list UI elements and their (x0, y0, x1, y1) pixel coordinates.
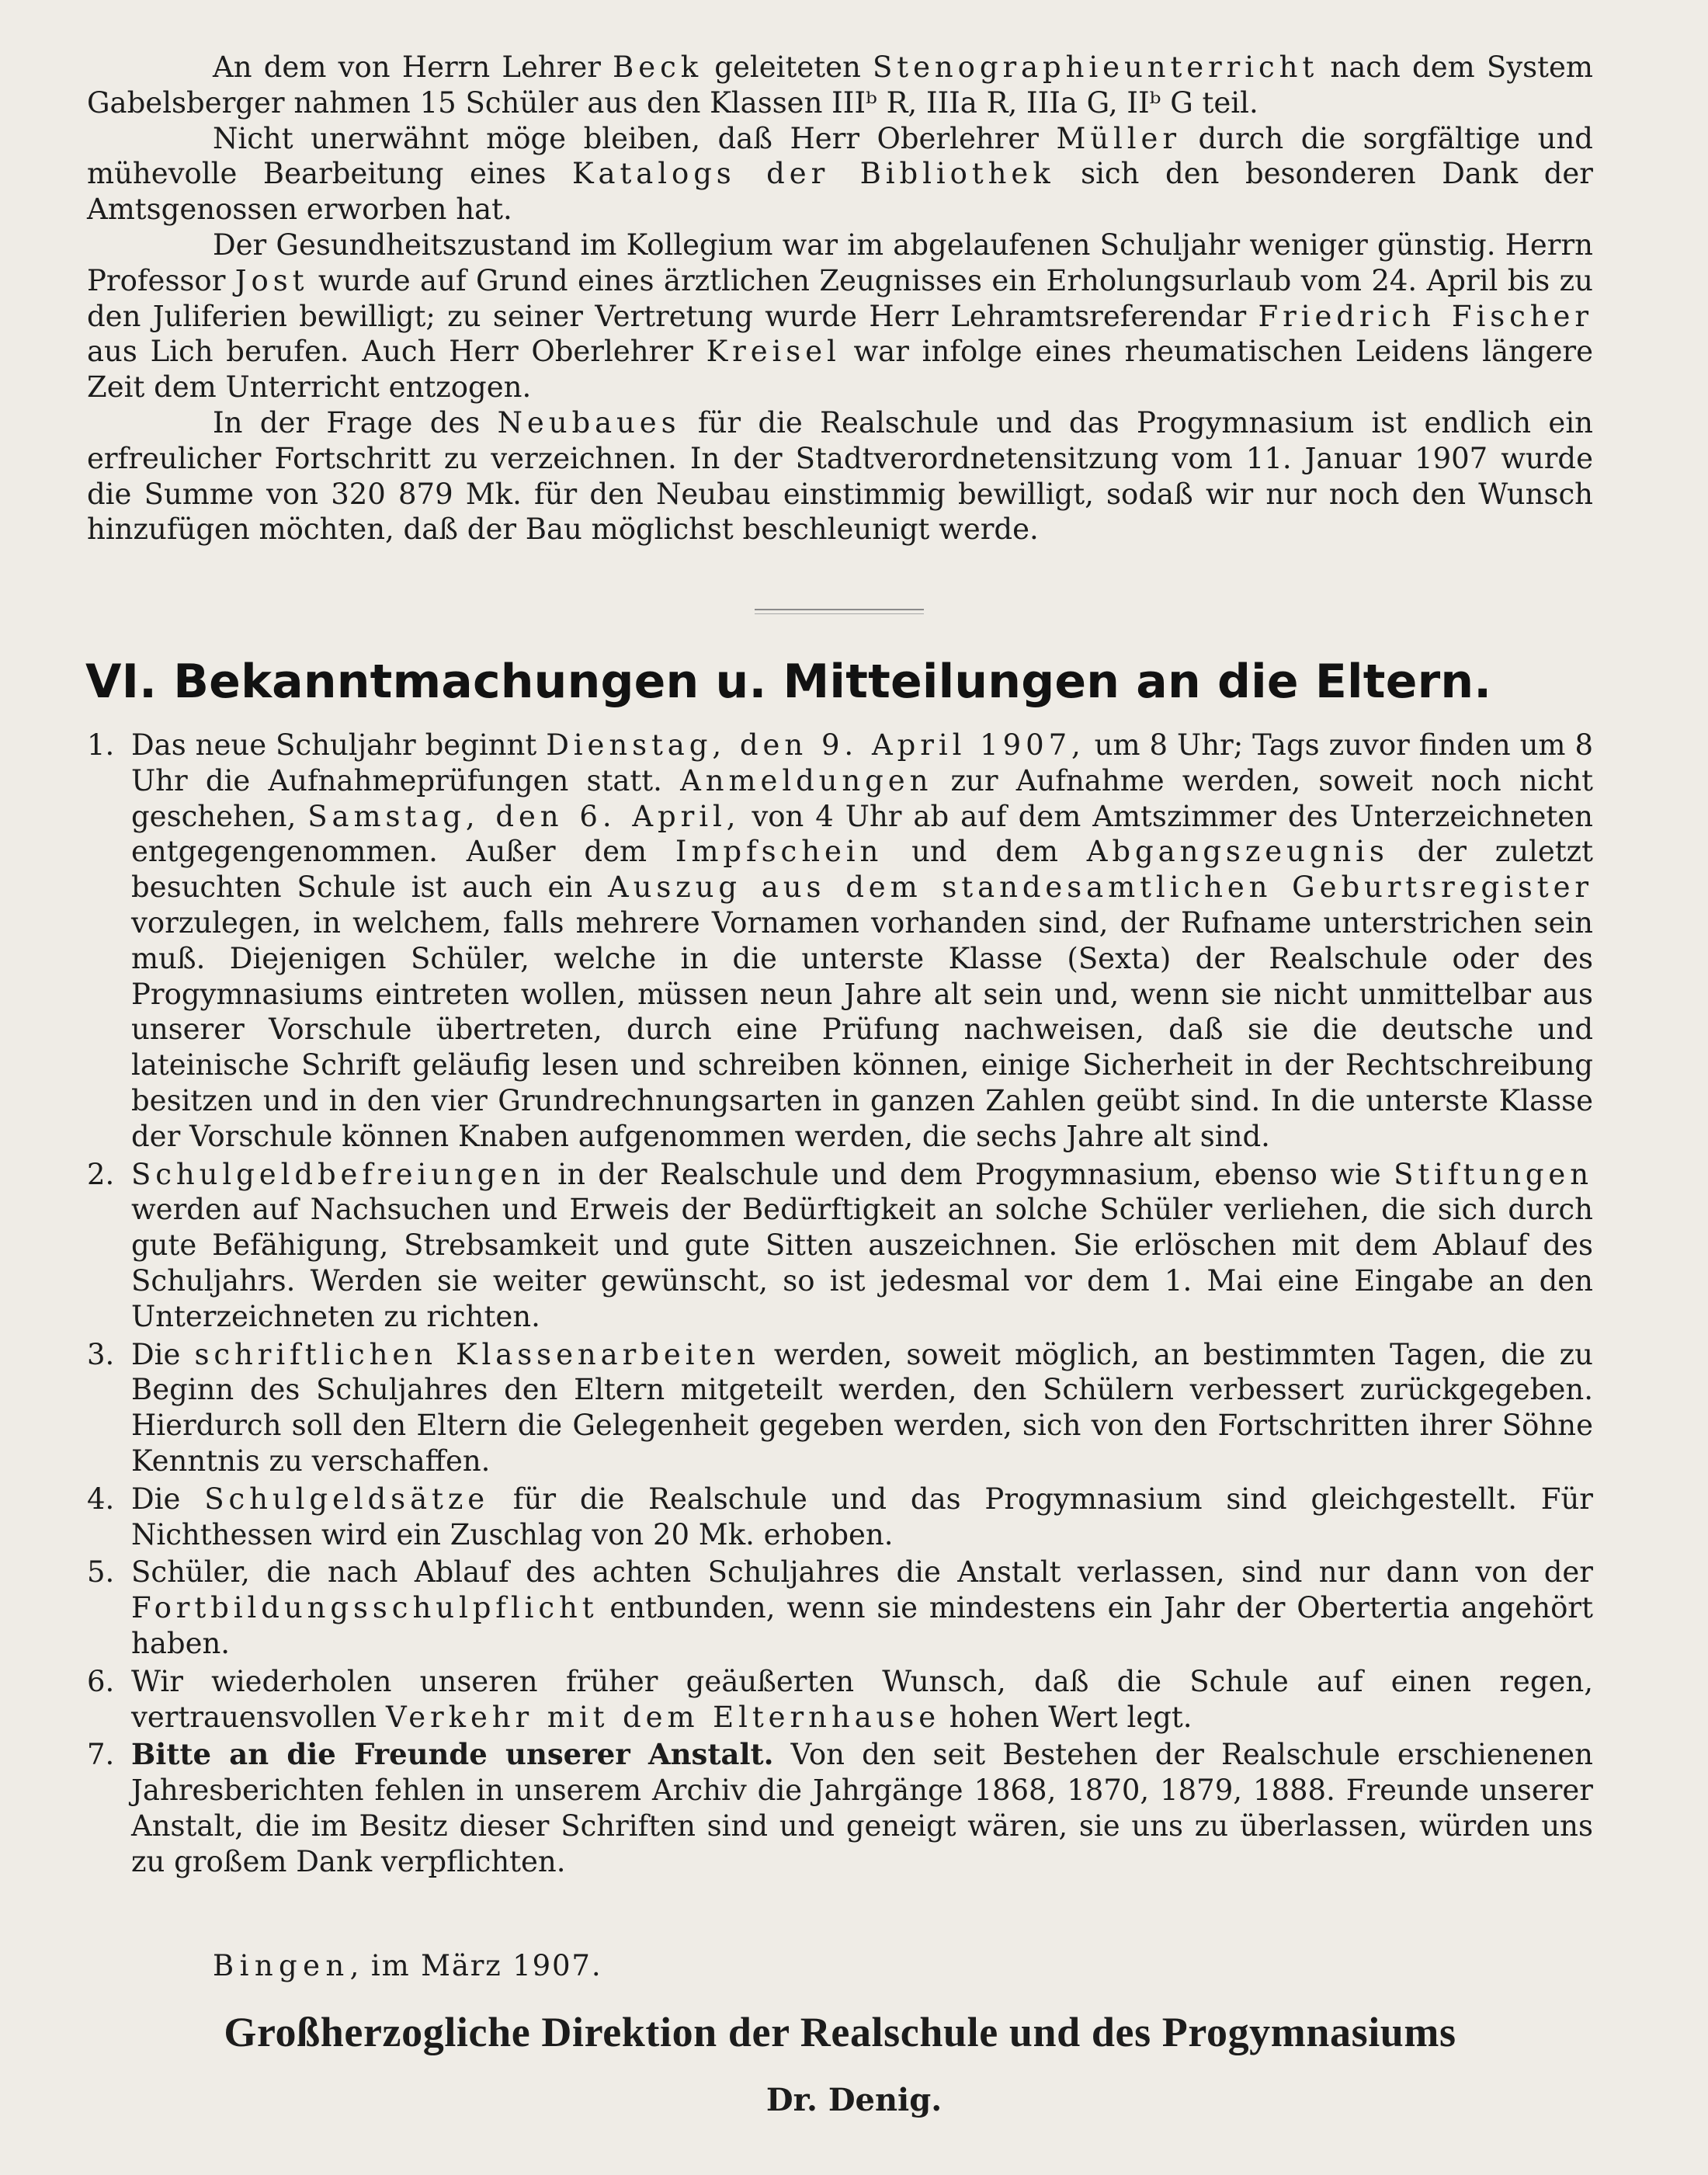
signature: Dr. Denig. (765, 2082, 943, 2118)
notice-item (87, 1664, 1593, 1735)
text-run: Das neue Schuljahr beginnt (131, 728, 547, 762)
spaced-emphasis: Beck (613, 50, 703, 84)
text-run: Schüler, die nach Ablauf des achten Schuljahres die Anstalt verlassen, sind nur dann von der (131, 1555, 1593, 1590)
intro-paragraphs (87, 50, 1593, 547)
item-number: 6. (87, 1664, 115, 1698)
spaced-emphasis: Stenographieunterricht (873, 50, 1319, 84)
text-run: hohen Wert legt. (940, 1700, 1192, 1734)
spaced-emphasis: Dienstag, den 9. April 1907, (546, 728, 1085, 762)
place-name: Bingen (213, 1949, 350, 1982)
notice-item (87, 728, 1593, 1155)
item-number: 7. (87, 1738, 115, 1772)
spaced-emphasis: Jost (234, 263, 309, 297)
text-run: für die Realschule und das Progymnasium ist endlich ein erfreulicher Fortschritt zu verzeichnen. In der Stadtverordnetensitzung vom 11. Januar 1907 wurde die Summe von 320 879 Mk. für den Neubau einstimmig bewilligt, sodaß wir nur noch den Wunsch hinzufügen möchten, daß der Bau möglichst beschleunigt werde. (87, 405, 1593, 547)
place-date-line (213, 1948, 602, 1984)
text-run: sich den besonderen Dank der Amtsgenossen erworben hat. (87, 157, 1593, 227)
text-run: entbunden, wenn sie mindestens ein Jahr der Obertertia angehört haben. (131, 1591, 1593, 1660)
text-run: von 4 Uhr ab auf dem Amtszimmer des Unterzeichneten entgegengenommen. Außer dem (131, 799, 1593, 869)
bold-emphasis: Bitte an die Freunde unserer Anstalt. (131, 1737, 774, 1772)
spaced-emphasis: Stiftungen (1394, 1157, 1593, 1191)
item-number: 5. (87, 1555, 115, 1590)
text-run: und dem (883, 835, 1087, 869)
text-run: durch die sorgfältige und mühevolle Bearbeitung eines (87, 121, 1593, 191)
spaced-emphasis: schriftlichen Klassenarbeiten (194, 1337, 760, 1371)
item-number: 1. (87, 728, 115, 762)
spaced-emphasis: Verkehr mit dem Elternhause (385, 1700, 941, 1734)
text-run: vorzulegen, in welchem, falls mehrere Vornamen vorhanden sind, der Rufname unterstrichen sein muß. Diejenigen Schüler, welche in die unterste Klasse (Sexta) der Realschule oder des Progymnasiums eintreten wollen, müssen neun Jahre alt sein und, wenn sie nicht unmittelbar aus unserer Vorschule übertreten, durch eine Prüfung nachweisen, daß sie die deutsche und lateinische Schrift geläufig lesen und schreiben können, einige Sicherheit in der Rechtschreibung besitzen und in den vier Grundrechnungsarten in ganzen Zahlen geübt sind. In die unterste Klasse der Vorschule können Knaben aufgenommen werden, die sechs Jahre alt sind. (131, 905, 1593, 1153)
text-run: Der Gesundheitszustand im Kollegium war im abgelaufenen Schuljahr weniger günstig. Herrn Professor (87, 228, 1593, 297)
item-number: 3. (87, 1337, 115, 1371)
text-run: nach dem System Gabelsberger nahmen 15 Schüler aus den Klassen IIIᵇ R, IIIa R, IIIa G, IIᵇ G teil. (87, 50, 1594, 120)
spaced-emphasis: Schulgeldsätze (204, 1482, 490, 1516)
text-run: Wir wiederholen unseren früher geäußerten Wunsch, daß die Schule auf einen regen, vertrauensvollen (131, 1664, 1593, 1734)
notice-item (87, 1737, 1593, 1879)
text-run: für die Realschule und das Progymnasium sind gleichgestellt. Für Nichthessen wird ein Zuschlag von 20 Mk. erhoben. (131, 1482, 1593, 1551)
spaced-emphasis: Fortbildungsschulpflicht (131, 1591, 599, 1625)
spaced-emphasis: Friedrich Fischer (1258, 299, 1593, 333)
date-text: , im März 1907. (349, 1949, 602, 1982)
intro-paragraph (87, 50, 1593, 121)
text-run: der zuletzt besuchten Schule ist auch ein (131, 835, 1594, 905)
text-run: Von den seit Bestehen der Realschule erschienenen Jahresberichten fehlen in unserem Archiv die Jahrgänge 1868, 1870, 1879, 1888. Freunde unserer Anstalt, die im Besitz dieser Schriften sind und geneigt wären, sie uns zu überlassen, würden uns zu großem Dank verpflichten. (131, 1738, 1593, 1878)
text-run: wurde auf Grund eines ärztlichen Zeugnisses ein Erholungsurlaub vom 24. April bis zu den Juliferien bewilligt; zu seiner Vertretung wurde Herr Lehramtsreferendar (87, 263, 1593, 333)
spaced-emphasis: Samstag, den 6. April, (307, 799, 741, 833)
text-run: um 8 Uhr; Tags zuvor finden um 8 Uhr die Aufnahmeprüfungen statt. (131, 728, 1593, 797)
item-number: 2. (87, 1157, 115, 1191)
notice-item (87, 1482, 1593, 1553)
notice-list (87, 728, 1593, 1882)
spaced-emphasis: Neubaues (497, 405, 681, 440)
text-run: Die (131, 1482, 205, 1516)
text-run: war infolge eines rheumatischen Leidens längere Zeit dem Unterricht entzogen. (87, 335, 1594, 405)
section-divider (755, 609, 924, 610)
section-heading: VI. Bekanntmachungen u. Mitteilungen an die Eltern. (85, 655, 1492, 709)
intro-paragraph (87, 405, 1593, 547)
text-run: An dem von Herrn Lehrer (213, 50, 613, 84)
spaced-emphasis: Kreisel (706, 335, 841, 369)
spaced-emphasis: Müller (1056, 121, 1181, 155)
text-run: werden auf Nachsuchen und Erweis der Bedürftigkeit an solche Schüler verliehen, die sich durch gute Befähigung, Strebsamkeit und gute Sitten auszeichnen. Sie erlöschen mit dem Ablauf des Schuljahrs. Werden sie weiter gewünscht, so ist jedesmal vor dem 1. Mai eine Eingabe an den Unterzeichneten zu richten. (131, 1193, 1593, 1333)
directorate-line: Großherzogliche Direktion der Realschule und des Progymnasiums (224, 2009, 1456, 2055)
spaced-emphasis: Anmeldungen (680, 763, 933, 797)
notice-item (87, 1555, 1593, 1661)
spaced-emphasis: Abgangszeugnis (1086, 835, 1389, 869)
text-run: Nicht unerwähnt möge bleiben, daß Herr Oberlehrer (213, 121, 1057, 155)
notice-item (87, 1337, 1593, 1479)
intro-paragraph (87, 121, 1593, 228)
text-run: aus Lich berufen. Auch Herr Oberlehrer (87, 335, 706, 369)
notice-item (87, 1157, 1593, 1335)
text-run: in der Realschule und dem Progymnasium, ebenso wie (544, 1157, 1394, 1191)
text-run: werden, soweit möglich, an bestimmten Tagen, die zu Beginn des Schuljahres den Eltern mitgeteilt werden, den Schülern verbessert zurückgegeben. Hierdurch soll den Eltern die Gelegenheit gegeben werden, sich von den Fortschritten ihrer Söhne Kenntnis zu verschaffen. (131, 1337, 1593, 1478)
text-run: geleiteten (703, 50, 873, 84)
spaced-emphasis: Impfschein (675, 835, 884, 869)
spaced-emphasis: Auszug aus dem standesamtlichen Geburtsregister (607, 870, 1594, 905)
spaced-emphasis: Katalogs der Bibliothek (571, 157, 1055, 191)
spaced-emphasis: Schulgeldbefreiungen (131, 1157, 545, 1191)
text-run: zur Aufnahme werden, soweit noch nicht geschehen, (131, 763, 1593, 833)
text-run: Die (131, 1337, 195, 1371)
intro-paragraph (87, 228, 1593, 405)
text-run: In der Frage des (213, 405, 498, 440)
item-number: 4. (87, 1482, 115, 1516)
